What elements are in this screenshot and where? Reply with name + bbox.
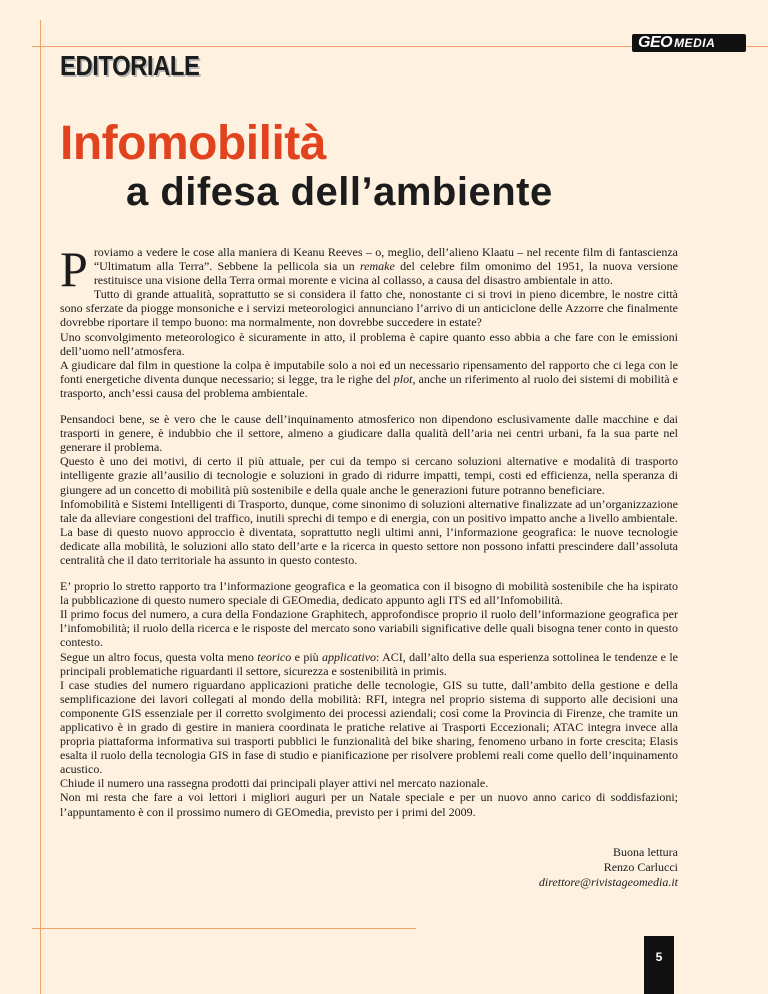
paragraph-text: e più	[291, 649, 323, 664]
paragraph: Tutto di grande attualità, soprattutto se si considera il fatto che, nonostante ci si trovi in pieno dicembre, le nostre città sono sferzate da piogge monsoniche e i servizi meteorologici annunciano l’arrivo di un anticiclone delle Azzorre che finalmente dovrebbe riportare il tempo buono: ma normalmente, non dovrebbe succedere in estate?	[60, 287, 678, 330]
paragraph-emphasis: teorico	[257, 649, 292, 664]
logo-media: MEDIA	[674, 36, 716, 50]
author-name: Renzo Carlucci	[603, 860, 678, 874]
paragraph-emphasis: applicativo	[322, 649, 377, 664]
frame-line-bottom	[32, 928, 416, 929]
logo-geo: GEO	[638, 34, 673, 51]
article-title: Infomobilità	[60, 117, 326, 170]
section-label: EDITORIALE	[60, 50, 200, 81]
paragraph: Chiude il numero una rassegna prodotti dai principali player attivi nel mercato nazionale.	[60, 776, 489, 791]
paragraph: Infomobilità e Sistemi Intelligenti di Trasporto, dunque, come sinonimo di soluzioni alternative finalizzate ad un’organizzazione tale da alleviare congestioni del traffico, inutili sprechi di tempo e di energia, con un positivo impatto anche a livello ambientale.	[60, 496, 678, 525]
paragraph: I case studies del numero riguardano applicazioni pratiche delle tecnologie, GIS su tutte, dall’ambito della gestione e della semplificazione dei lavori collegati al mondo della mobilità: RFI, integra nel proprio sistema di supporto alle decisioni una componente GIS essenziale per il corretto svolgimento dei processi aziendali; così come la Provincia di Firenze, che tramite un applicativo è in grado di gestire in maniera coordinata le pratiche relative ai Trasporti Eccezionali; ATAC integra invece alla propria piattaforma informativa sui trasporti pubblici le funzionalità del bike sharing, fenomeno urbano in forte crescita; Elasis esalta il ruolo della tecnologia GIS in fase di studio e pianificazione per risolvere problemi reali come quello dell’inquinamento acustico.	[60, 677, 678, 777]
paragraph: Non mi resta che fare a voi lettori i migliori auguri per un Natale speciale e per un nuovo anno carico di soddisfazioni; l’appuntamento è con il prossimo numero di GEOmedia, previsto per i primi del 2009.	[60, 790, 678, 819]
paragraph-text: roviamo a vedere le cose alla maniera di Keanu Reeves – o, meglio, dell’alieno Klaatu – nel recente film di fantascienza “Ultimatum alla Terra”. Sebbene la pellicola sia un	[93, 245, 678, 274]
paragraph-text: , anche un riferimento al ruolo dei sistemi di mobilità e trasporto, anch’essi causa del problema ambientale.	[60, 371, 679, 400]
paragraph: Pensandoci bene, se è vero che le cause dell’inquinamento atmosferico non dipendono esclusivamente dalle macchine e dai trasporti in genere, è indubbio che il settore, almeno a giudicare dalla qualità dell’aria nei centri urbani, fa la sua parte nel generare il problema.	[60, 412, 678, 455]
article-body	[60, 241, 679, 819]
frame-line-left	[40, 20, 41, 994]
paragraph: Uno sconvolgimento meteorologico è sicuramente in atto, il problema è capire quanto esso abbia a che fare con le emissioni dell’uomo nell’atmosfera.	[60, 329, 678, 358]
article-subtitle: a difesa dell’ambiente	[126, 170, 553, 214]
paragraph-text: A giudicare dal film in questione la colpa è imputabile solo a noi ed un necessario ripensamento del rapporto che ci lega con le fonti energetiche diventa dunque necessario; si legge, tra le righe del	[60, 357, 678, 386]
paragraph-text: del celebre film omonimo del 1951, la nuova versione restituisce una visione della Terra ormai morente e vicina al collasso, a causa del disastro ambientale in atto.	[93, 259, 678, 288]
geomedia-logo	[632, 34, 746, 52]
paragraph-emphasis: plot	[393, 371, 413, 386]
paragraph-text: : ACI, dall’alto della sua esperienza sottolinea le tendenze e le principali problematiche riguardanti il settore, sicurezza e sostenibilità in primis.	[60, 649, 679, 678]
paragraph: Questo è uno dei motivi, di certo il più attuale, per cui da tempo si cercano soluzioni alternative e modalità di trasporto intelligente grazie all’ausilio di tecnologie e soluzioni in grado di ridurre impatti, tempi, costi ed efficienza, nella speranza di giungere ad un concetto di mobilità più sostenibile e della quale anche le generazioni future potranno beneficiare.	[60, 454, 678, 497]
paragraph	[60, 650, 678, 678]
paragraph	[60, 241, 678, 297]
closing-line: Buona lettura	[613, 845, 678, 859]
paragraph: La base di questo nuovo approccio è diventata, soprattutto negli ultimi anni, l’informazione geografica: le nuove tecnologie dedicate alla mobilità, le soluzioni allo stato dell’arte e la ricerca in questo settore non possono infatti prescindere dall’assoluta centralità che il dato territoriale ha assunto in questo contesto.	[60, 524, 678, 567]
author-email-link[interactable]: direttore@rivistageomedia.it	[538, 875, 678, 889]
page-number: 5	[644, 936, 674, 994]
paragraph: Il primo focus del numero, a cura della Fondazione Graphitech, approfondisce proprio il ruolo dell’informazione geografica per l’infomobilità; il ruolo della ricerca e le risposte del mercato sono variabili significative delle quali bisogna tener conto in questo contesto.	[60, 607, 678, 650]
paragraph-emphasis: remake	[359, 259, 395, 274]
drop-cap: P	[60, 241, 88, 297]
signature-block	[539, 845, 678, 890]
paragraph: E’ proprio lo stretto rapporto tra l’informazione geografica e la geomatica con il bisogno di mobilità sostenibile che ha ispirato la pubblicazione di questo numero speciale di GEOmedia, dedicato appunto agli ITS ed all’Infomobilità.	[60, 579, 678, 608]
paragraph	[60, 358, 678, 400]
paragraph-text: Segue un altro focus, questa volta meno	[60, 649, 258, 664]
